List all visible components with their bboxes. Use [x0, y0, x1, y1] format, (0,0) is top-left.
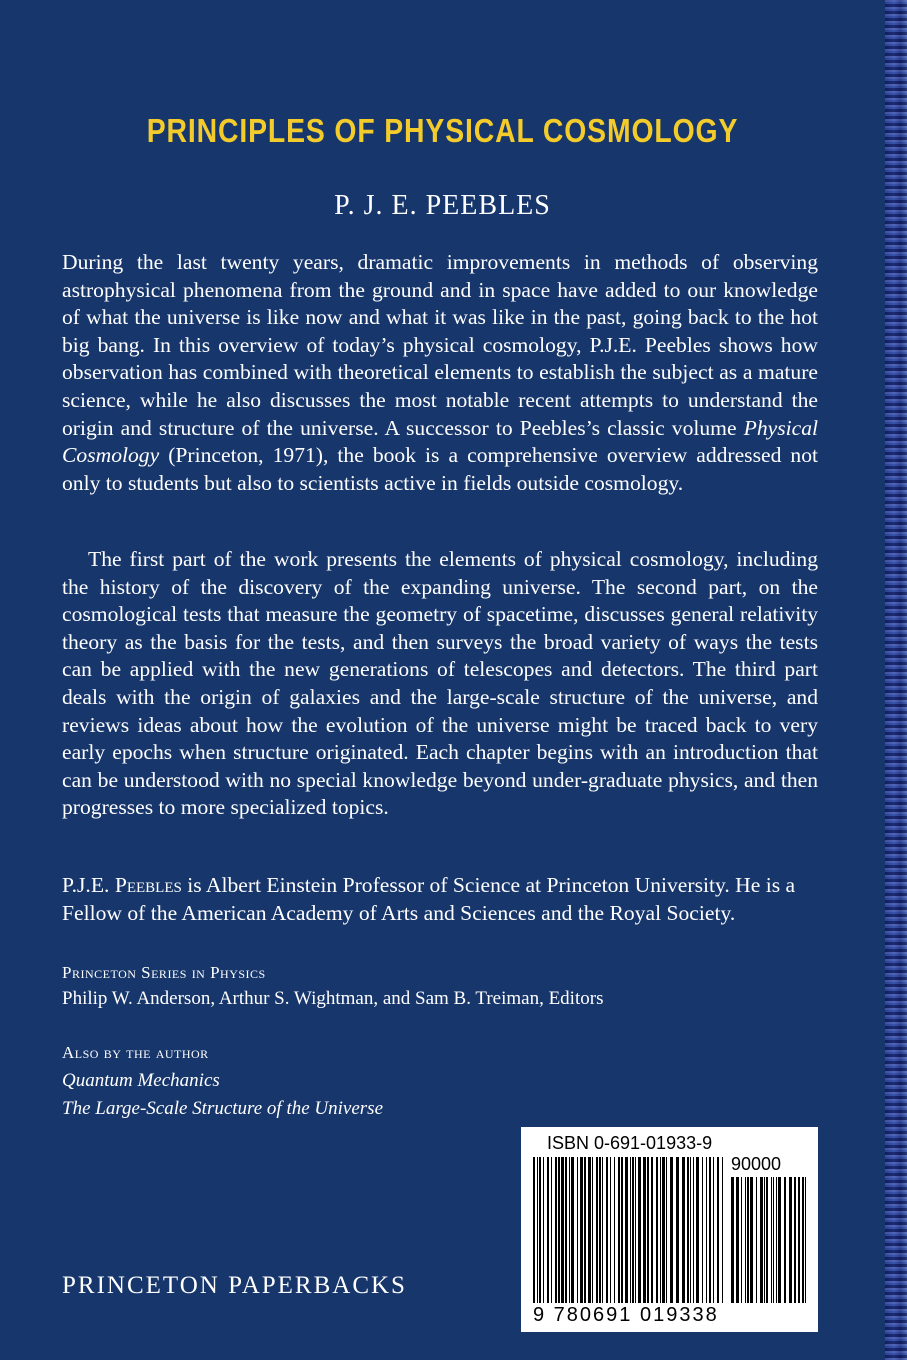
also-by-heading: Also by the author	[62, 1043, 209, 1062]
barcode-bar	[778, 1177, 781, 1303]
barcode-bar	[662, 1157, 665, 1303]
description-text: (Princeton, 1971), the book is a comprehensive overview addressed not only to students but also to scientists active in fields outside cosmology.	[62, 443, 818, 495]
barcode-bar	[632, 1157, 634, 1303]
barcode-bar	[760, 1177, 763, 1303]
series-editors: Philip W. Anderson, Arthur S. Wightman, and Sam B. Treiman, Editors	[62, 988, 604, 1009]
barcode-bar	[635, 1157, 636, 1303]
author-surname: Peebles	[114, 873, 182, 897]
author-bio-text: is Albert Einstein Professor of Science at Princeton University. He is a Fellow of the American Academy of Arts and Sciences and the Royal Society.	[62, 873, 796, 925]
barcode-bar	[745, 1177, 746, 1303]
barcode-bar	[722, 1157, 723, 1303]
barcode-bar	[551, 1157, 552, 1303]
barcode-bar	[713, 1157, 714, 1303]
barcode-bar	[643, 1157, 646, 1303]
barcode-bar	[764, 1177, 765, 1303]
barcode-bar	[558, 1157, 560, 1303]
book-title: PRINCIPLES OF PHYSICAL COSMOLOGY	[146, 112, 739, 149]
barcode-bar	[533, 1157, 535, 1303]
barcode-bar	[802, 1177, 804, 1303]
barcode-bars	[533, 1157, 723, 1303]
barcode-bar	[766, 1177, 768, 1303]
barcode-bar	[537, 1157, 538, 1303]
barcode-bar	[584, 1157, 586, 1303]
series-heading: Princeton Series in Physics	[62, 963, 266, 982]
barcode-bar	[547, 1157, 549, 1303]
barcode-box	[521, 1127, 818, 1332]
barcode-bar	[676, 1157, 679, 1303]
barcode-bar	[647, 1157, 649, 1303]
barcode-bar	[776, 1177, 777, 1303]
barcode-bar	[702, 1157, 703, 1303]
barcode-bar	[625, 1157, 628, 1303]
barcode-bar	[539, 1157, 541, 1303]
barcode-bar	[606, 1157, 608, 1303]
also-by-title: Quantum Mechanics	[62, 1070, 220, 1091]
barcode-bar	[717, 1157, 719, 1303]
barcode-bar	[651, 1157, 653, 1303]
barcode-bar	[569, 1157, 570, 1303]
barcode-bar	[784, 1177, 786, 1303]
barcode-bar	[565, 1157, 567, 1303]
barcode-bar	[666, 1157, 667, 1303]
barcode-bar	[596, 1157, 598, 1303]
barcode-bar	[696, 1157, 699, 1303]
addon-barcode-bars	[731, 1177, 807, 1303]
barcode-bar	[706, 1157, 707, 1303]
barcode-bar	[588, 1157, 591, 1303]
barcode-bar	[638, 1157, 641, 1303]
description-text: During the last twenty years, dramatic improvements in methods of observing astrophysical phenomena from the ground and in space have added to our knowledge of what the universe is like now and what it was like in the past, going back to the hot big bang. In this overview of today’s physical cosmology, P.J.E. Peebles shows how observation has combined with theoretical elements to establish the subject as a mature science, while he also discusses the most notable recent attempts to understand the origin and structure of the universe. A successor to Peebles’s classic volume	[62, 250, 818, 440]
barcode-bar	[693, 1157, 694, 1303]
author-initials: P.J.E.	[62, 873, 110, 897]
barcode-bar	[592, 1157, 593, 1303]
barcode-bar	[736, 1177, 739, 1303]
isbn-label: ISBN 0-691-01933-9	[547, 1133, 713, 1153]
also-by-title: The Large-Scale Structure of the Universe	[62, 1098, 383, 1119]
barcode-bar	[602, 1157, 603, 1303]
barcode-bar	[580, 1157, 583, 1303]
barcode-bar	[618, 1157, 620, 1303]
ean-digits: 9 780691 019338	[533, 1304, 719, 1326]
barcode-bar	[756, 1177, 757, 1303]
barcode-bar	[561, 1157, 564, 1303]
barcode-bar	[731, 1177, 734, 1303]
barcode-bar	[747, 1177, 749, 1303]
barcode-bar	[630, 1157, 631, 1303]
barcode-bar	[555, 1157, 557, 1303]
barcode-bar	[690, 1157, 691, 1303]
barcode-bar	[543, 1157, 544, 1303]
barcode-bar	[621, 1157, 623, 1303]
barcode-bar	[773, 1177, 774, 1303]
barcode-bar	[656, 1157, 658, 1303]
barcode-bar	[789, 1177, 792, 1303]
barcode-bar	[610, 1157, 611, 1303]
barcode-bar	[660, 1157, 661, 1303]
barcode-bar	[577, 1157, 578, 1303]
barcode-bar	[571, 1157, 574, 1303]
barcode-bar	[614, 1157, 615, 1303]
author-bio	[62, 872, 832, 927]
barcode-bar	[682, 1157, 685, 1303]
barcode-bar	[794, 1177, 796, 1303]
description-paragraph-2: The first part of the work presents the elements of physical cosmology, including the history of the discovery of the expanding universe. The second part, on the cosmological tests that measure the geometry of spacetime, discusses general relativity theory as the basis for the tests, and then surveys the broad variety of ways the tests can be applied with the new generations of telescopes and detectors. The third part deals with the origin of galaxies and the large-scale structure of the universe, and reviews ideas about how the evolution of the universe might be traced back to very early epochs when structure originated. Each chapter begins with an introduction that can be understood with no special knowledge beyond under-graduate physics, and then progresses to more specialized topics.	[62, 547, 818, 820]
price-code: 90000	[731, 1154, 782, 1174]
barcode-bar	[741, 1177, 742, 1303]
barcode-bar	[599, 1157, 601, 1303]
publisher-imprint: PRINCETON PAPERBACKS	[62, 1272, 407, 1299]
barcode-bar	[709, 1157, 711, 1303]
barcode-bar	[771, 1177, 772, 1303]
barcode-bar	[798, 1177, 800, 1303]
barcode-bar	[670, 1157, 673, 1303]
barcode-bar	[750, 1177, 753, 1303]
spine-edge	[885, 0, 907, 1360]
barcode-bar	[805, 1177, 806, 1303]
cited-book-title: Physical Cosmology	[62, 415, 819, 468]
barcode-bar	[687, 1157, 689, 1303]
book-author: P. J. E. PEEBLES	[334, 190, 551, 221]
description-paragraph-1	[62, 249, 818, 497]
